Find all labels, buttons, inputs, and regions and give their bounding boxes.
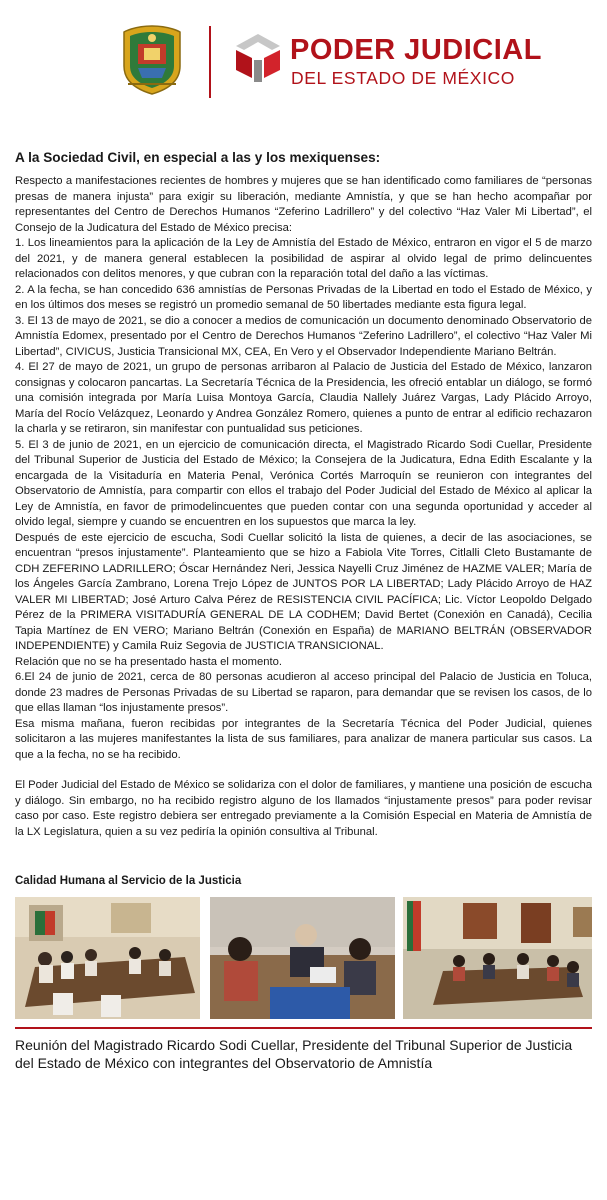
meeting-photo-3 bbox=[403, 897, 592, 1019]
photo-caption: Reunión del Magistrado Ricardo Sodi Cuellar, Presidente del Tribunal Superior de Justicia del Estado de México con integrantes del Observatorio de Amnistía bbox=[15, 1037, 573, 1071]
meeting-photo-1 bbox=[15, 897, 200, 1019]
letterhead bbox=[0, 0, 607, 115]
paragraph-point-1: 1. Los lineamientos para la aplicación de la Ley de Amnistía del Estado de México, entraron en vigor el 5 de marzo del 2021, y de manera general establecen la posibilidad de aspirar al olvido legal de primo delincuentes relacionados con delitos menores, y que cubran con la reparación total del daño a las víctimas. bbox=[15, 237, 592, 280]
meeting-photo-2 bbox=[210, 897, 395, 1019]
paragraph-list-request: Después de este ejercicio de escucha, Sodi Cuellar solicitó la lista de quienes, a decir de las asociaciones, se encuentran “presos injustamente”. Planteamiento que se hizo a Fabiola Vite Torres, Citlalli Cleto Bustamante de CDH ZEFERINO LADRILLERO; Óscar Hernández Neri, Jessica Nayelli Cruz Jiménez de HAZME VALER; María de los Ángeles García Zambrano, Lorena Trejo López de JUNTOS POR LA LIBERTAD; Lady Plácido Arroyo de HAZ VALER MI LIBERTAD; José Arturo Calva Pérez de RESISTENCIA CIVIL PACÍFICA; Lic. Víctor Leopoldo Delgado Pérez de la PRIMERA VISITADURÍA GENERAL DE LA CODHEM; David Bertet (Conexión en Canadá), Cecilia Tapia Martínez de EN VERO; Mariano Beltrán (Conexión en España) de MARIANO BELTRÁN (OBSERVADOR INDEPENDIENTE) y Camila Ruiz Segovia de JUSTICIA TRANSICIONAL. bbox=[15, 531, 592, 652]
header-divider bbox=[209, 26, 211, 98]
statement-body bbox=[15, 150, 592, 840]
paragraph-point-5: 5. El 3 de junio de 2021, en un ejercicio de comunicación directa, el Magistrado Ricardo Sodi Cuellar, Presidente del Tribunal Superior de Justicia del Estado de México; la Consejera de la Judicatura, Edna Edith Escalante y la encargada de la Visitaduría en Materia Penal, Verónica Cortés Marroquín se reunieron con integrantes del Observatorio de Amnistía, para compartir con ellos el trabajo del Poder Judicial del Estado de México al aplicar la Ley de Amnistía, en favor de primodelincuentes que pueden contar con una segunda oportunidad y acceder al olvido legal, siempre y cuando se encuentren en los supuestos que marca la ley. bbox=[15, 438, 592, 528]
paragraph-point-6: 6.El 24 de junio de 2021, cerca de 80 personas acudieron al acceso principal del Palacio de Justicia en Toluca, donde 23 madres de Personas Privadas de su Libertad se raparon, para demandar que se revisen los casos, de lo que ellas llaman “los injustamente presos”. bbox=[15, 671, 592, 714]
paragraph-same-morning: Esa misma mañana, fueron recibidas por integrantes de la Secretaría Técnica del Poder Judicial, quienes solicitaron a las mujeres manifestantes la lista de sus familiares, para analizar de manera particular sus casos. La que a la fecha, no se ha recibido. bbox=[15, 717, 592, 761]
caption-divider bbox=[15, 1027, 592, 1029]
photos-heading: Calidad Humana al Servicio de la Justicia bbox=[15, 875, 242, 887]
paragraph-point-4: 4. El 27 de mayo de 2021, un grupo de personas arribaron al Palacio de Justicia del Estado de México, lanzaron consignas y colocaron pancartas. La Secretaría Técnica de la Presidencia, les ofreció entablar un diálogo, se formó una comisión integrada por María Luisa Montoya García, Claudia Nallely Juárez Vargas, Lady Plácido Arroyo, María del Rocío Velázquez, Leonardo y Andrea González Romero, quienes a punto de entrar al edificio rechazaron la charla y se retiraron, sin manifestar con puntualidad sus peticiones. bbox=[15, 361, 592, 435]
organization-title: PODER JUDICIAL bbox=[290, 34, 542, 66]
paragraph-point-2: 2. A la fecha, se han concedido 636 amnistías de Personas Privadas de la Libertad en todo el Estado de México, y en los últimos dos meses se registró un promedio semanal de 50 libertades mediante esta figura legal. bbox=[15, 283, 592, 311]
coat-of-arms-icon bbox=[118, 22, 186, 96]
poder-judicial-logo-icon bbox=[232, 30, 284, 86]
paragraph-closing: El Poder Judicial del Estado de México se solidariza con el dolor de familiares, y mantiene una posición de escucha y diálogo. Sin embargo, no ha recibido registro alguno de los llamados “injustamente presos” para poder revisar caso por caso. Este registro debiera ser entregado previamente a la Comisión Especial en Materia de Amnistía de la LX Legislatura, quien a su vez pediría la opinión consultiva al Tribunal. bbox=[15, 779, 592, 838]
paragraph-intro: Respecto a manifestaciones recientes de hombres y mujeres que se han identificado como familiares de “personas presas de manera injusta” para exigir su liberación, mediante Amnistía, y que se han hecho acompañar por representantes del Centro de Derechos Humanos “Zeferino Ladrillero” y del colectivo “Haz Valer Mi Libertad”, el Consejo de la Judicatura del Estado de México precisa: bbox=[15, 175, 592, 234]
greeting-heading: A la Sociedad Civil, en especial a las y los mexiquenses: bbox=[15, 150, 381, 165]
paragraph-not-presented: Relación que no se ha presentado hasta el momento. bbox=[15, 655, 283, 668]
paragraph-point-3: 3. El 13 de mayo de 2021, se dio a conocer a medios de comunicación un documento denominado Observatorio de Amnistía Edomex, presentado por el Centro de Derechos Humanos “Zeferino Ladrillero”, el colectivo “Haz Valer Mi Libertad”, CIVICUS, Justicia Transicional MX, CEA, En Vero y el Observador Independiente Mariano Beltrán. bbox=[15, 314, 592, 358]
organization-subtitle: DEL ESTADO DE MÉXICO bbox=[291, 68, 515, 88]
